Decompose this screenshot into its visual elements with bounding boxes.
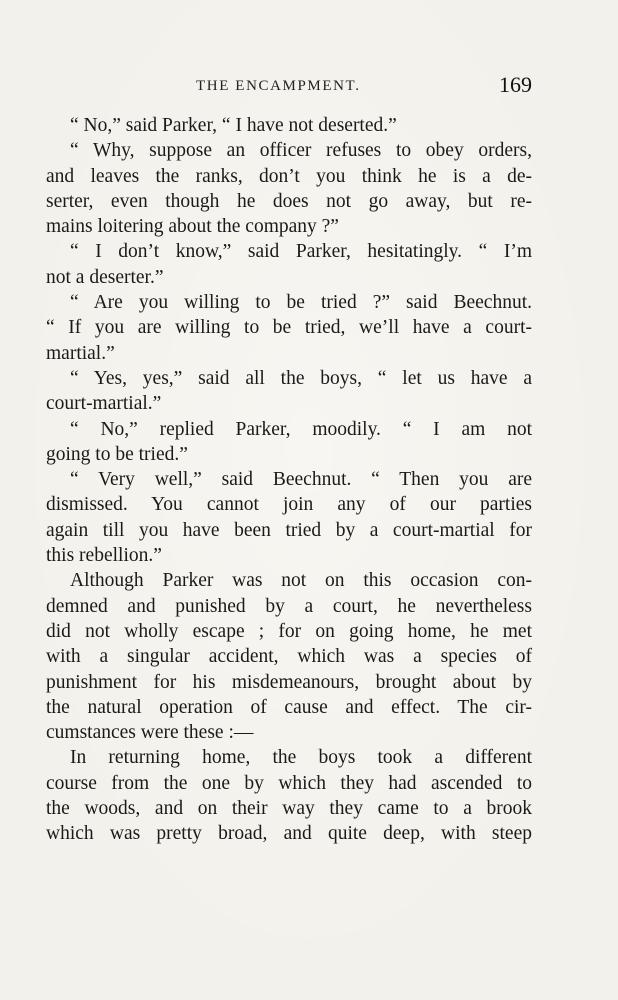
running-head: THE ENCAMPMENT. [196,78,361,94]
text-line: punishment for his misdemeanours, brought about by [46,671,532,693]
text-line: martial.” [46,342,115,364]
text-line: “ Are you willing to be tried ?” said Beechnut. [70,292,532,314]
text-line: not a deserter.” [46,266,164,288]
text-line: “ I don’t know,” said Parker, hesitatingly. “ I’m [70,241,532,263]
text-line: mains loitering about the company ?” [46,216,339,238]
text-line: “ If you are willing to be tried, we’ll have a court- [46,317,532,339]
text-line: dismissed. You cannot join any of our parties [46,494,532,516]
text-line: “ Why, suppose an officer refuses to obey orders, [70,140,532,162]
text-line: this rebellion.” [46,545,162,567]
text-line: which was pretty broad, and quite deep, with steep [46,823,532,845]
text-line: cumstances were these :— [46,722,254,744]
body-text [46,113,532,847]
page-header [46,72,532,100]
text-line: with a singular accident, which was a species of [46,646,532,668]
page-number: 169 [499,72,532,97]
text-line: the woods, and on their way they came to a brook [46,798,532,820]
text-line: did not wholly escape ; for on going home, he met [46,620,532,642]
text-line: “ Yes, yes,” said all the boys, “ let us have a [70,367,532,389]
text-line: serter, even though he does not go away, but re- [46,190,532,212]
text-line: court-martial.” [46,393,162,415]
text-line: “ Very well,” said Beechnut. “ Then you are [70,469,532,491]
text-line: Although Parker was not on this occasion con- [70,570,532,592]
text-line: going to be tried.” [46,443,188,465]
text-line: In returning home, the boys took a different [70,747,532,769]
text-line: demned and punished by a court, he nevertheless [46,595,532,617]
text-line: again till you have been tried by a court-martial for [46,519,532,541]
text-line: course from the one by which they had ascended to [46,772,532,794]
text-line: the natural operation of cause and effect. The cir- [46,696,532,718]
text-line: “ No,” replied Parker, moodily. “ I am not [70,418,532,440]
text-line: and leaves the ranks, don’t you think he is a de- [46,165,532,187]
text-line: “ No,” said Parker, “ I have not deserted.” [70,115,397,136]
